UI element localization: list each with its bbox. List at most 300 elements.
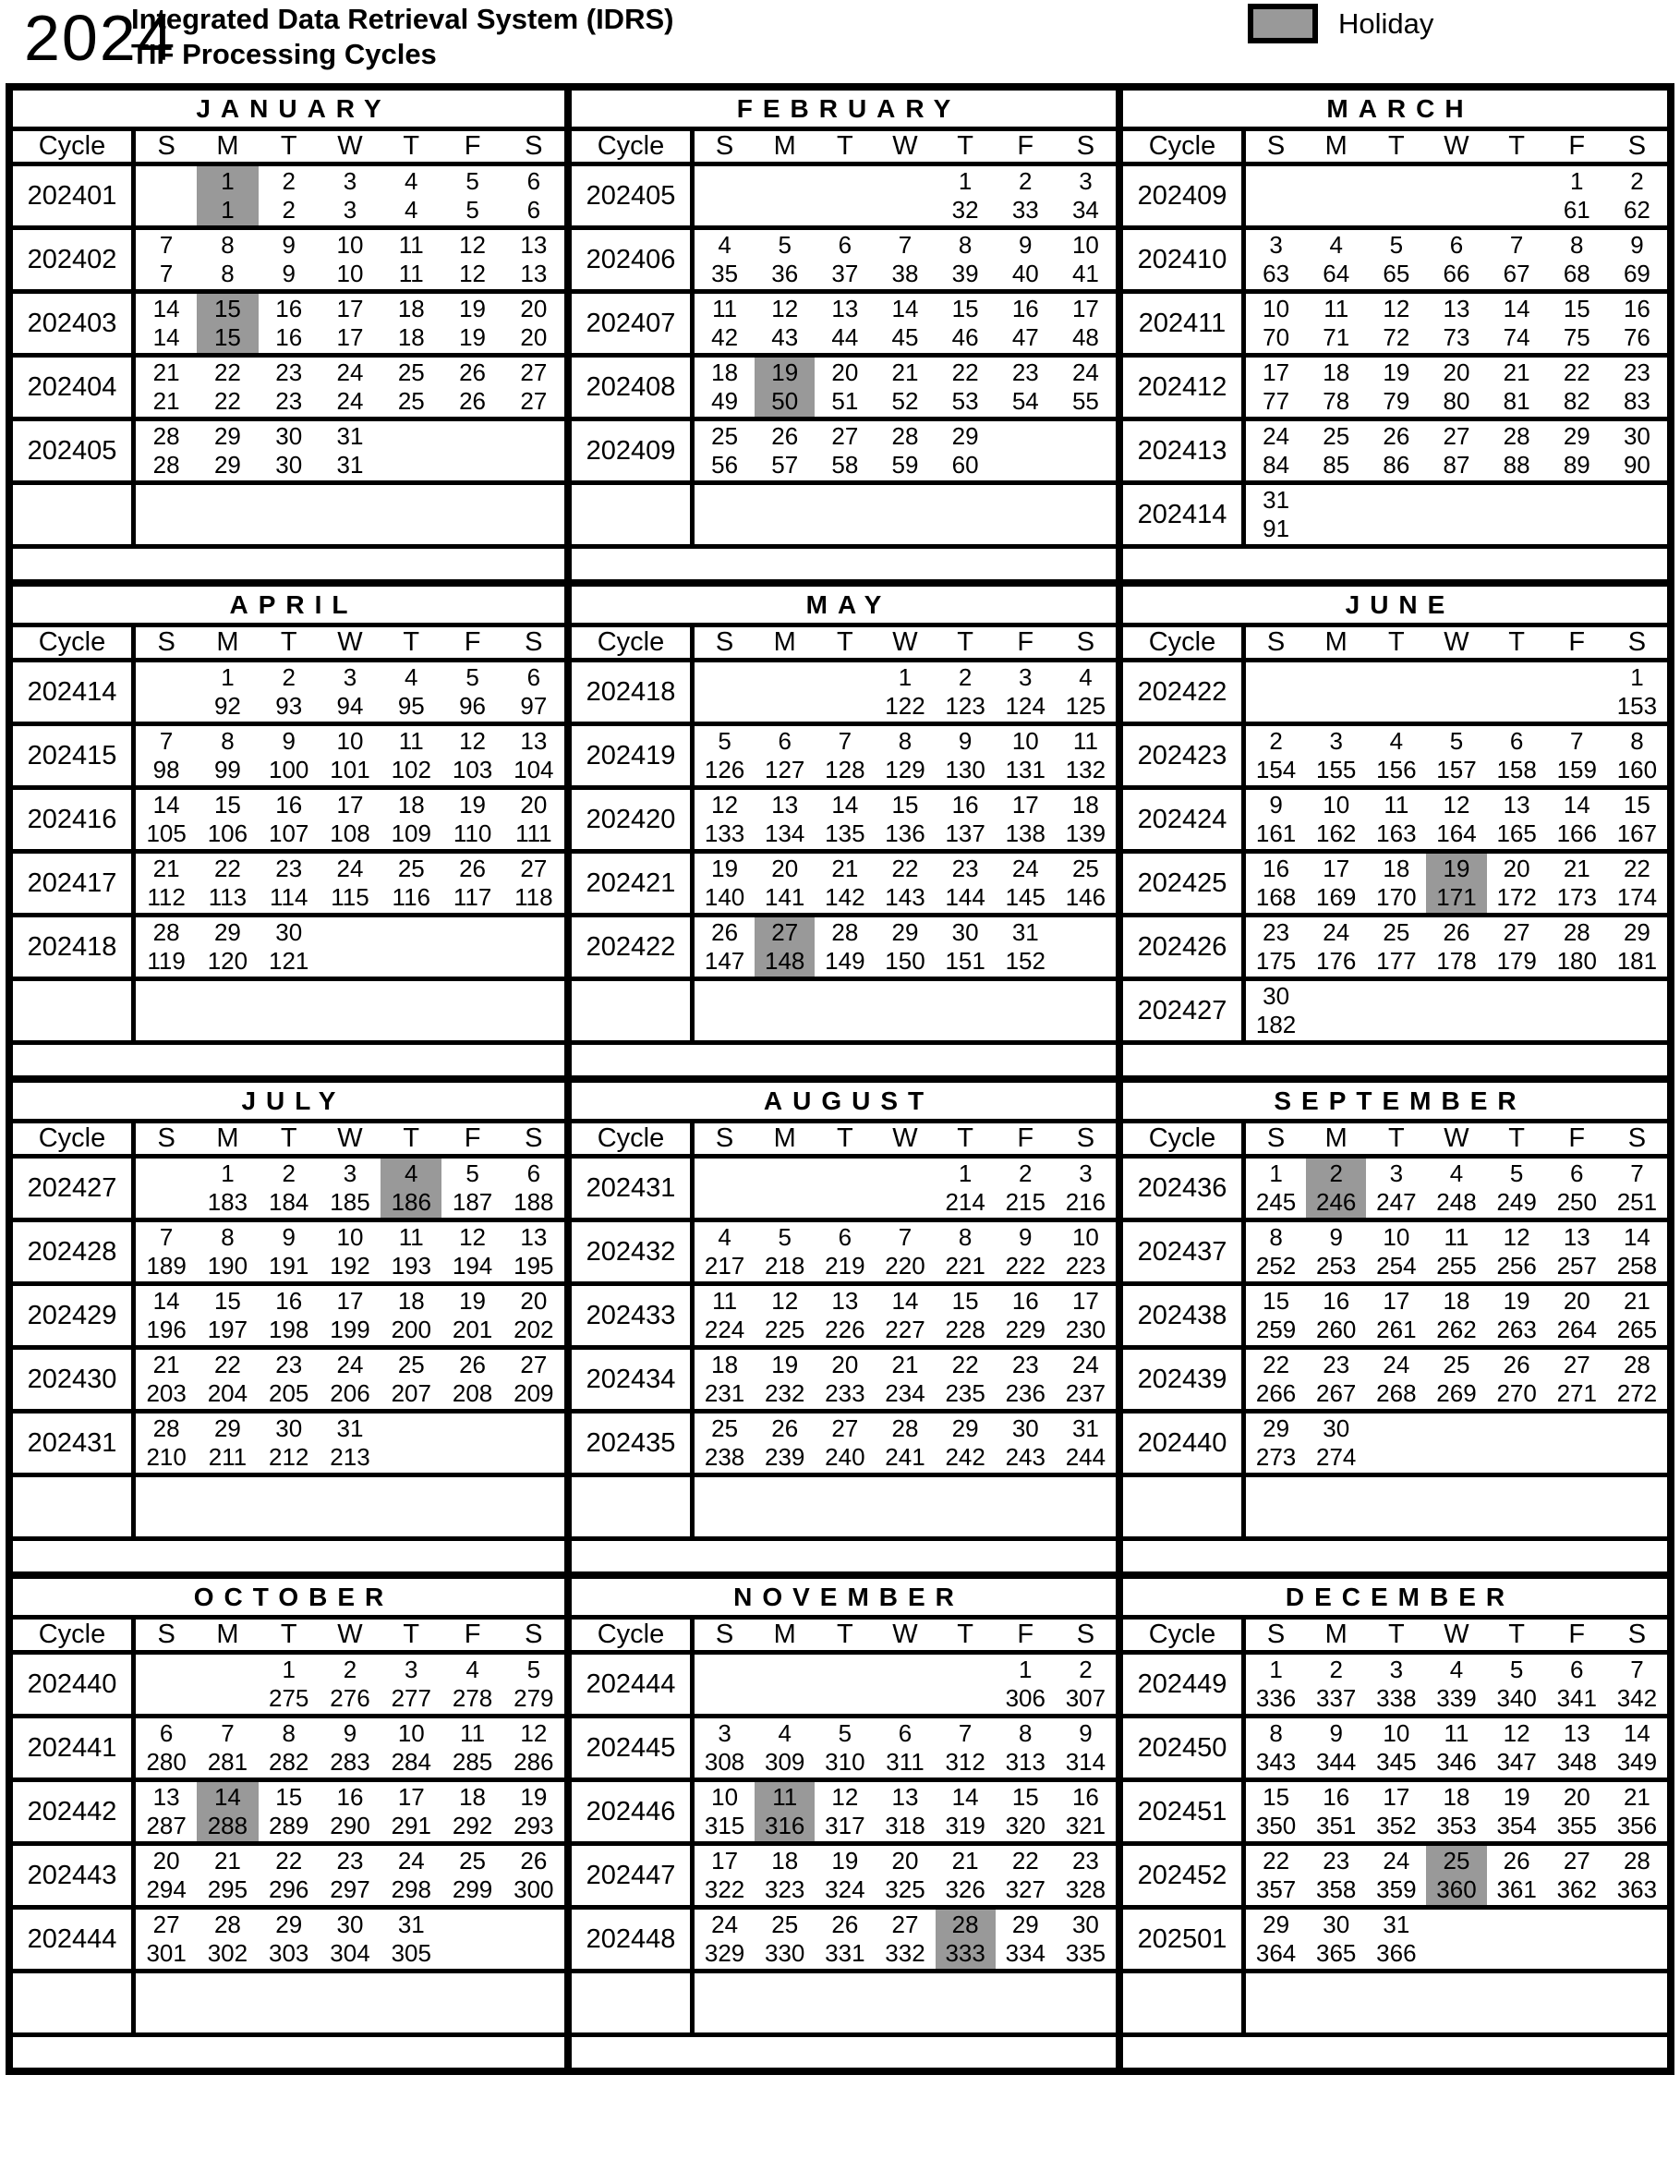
day-cell <box>503 981 564 1040</box>
cycle-week-row <box>572 166 1116 230</box>
day-cell <box>1306 1350 1366 1409</box>
date-number: 31 <box>1071 1414 1099 1442</box>
day-of-year-number: 2 <box>282 196 296 224</box>
date-number: 13 <box>891 1783 919 1811</box>
cycle-week-row <box>572 1910 1116 1973</box>
day-of-year-number: 228 <box>945 1316 985 1343</box>
day-cell <box>936 917 996 977</box>
day-of-year-number: 187 <box>452 1188 493 1216</box>
day-column-header: M <box>773 627 796 657</box>
day-of-year-number: 276 <box>330 1684 370 1712</box>
day-cell <box>1607 790 1667 849</box>
day-of-year-number: 194 <box>452 1252 493 1280</box>
date-number: 7 <box>221 1719 235 1747</box>
date-number: 25 <box>397 855 425 882</box>
day-of-year-number: 207 <box>391 1379 431 1407</box>
date-number: 27 <box>1503 918 1530 946</box>
day-of-year-number: 357 <box>1255 1875 1297 1903</box>
day-of-year-number: 240 <box>825 1443 865 1471</box>
date-number: 17 <box>1071 1287 1099 1315</box>
day-of-year-number: 77 <box>1263 387 1290 415</box>
day-cell <box>1056 421 1116 480</box>
day-cell <box>1056 1477 1116 1536</box>
date-number: 19 <box>459 1287 487 1315</box>
day-of-year-number: 131 <box>1005 756 1045 783</box>
day-column-header: T <box>403 131 420 161</box>
day-of-year-number: 102 <box>391 756 431 783</box>
day-cell <box>875 485 935 544</box>
day-cell <box>1246 1846 1306 1905</box>
day-cell <box>1426 358 1486 417</box>
day-cell <box>259 358 320 417</box>
date-number: 5 <box>838 1719 852 1747</box>
day-cell <box>1547 790 1607 849</box>
day-of-year-number: 158 <box>1496 756 1537 783</box>
week-days <box>695 1159 1116 1218</box>
day-cell <box>815 1655 875 1714</box>
date-number: 7 <box>1630 1159 1644 1187</box>
date-number: 7 <box>159 1223 174 1251</box>
date-number: 2 <box>1329 1159 1343 1187</box>
day-cell <box>815 1973 875 2032</box>
date-number: 12 <box>459 231 487 259</box>
day-of-year-number: 274 <box>1316 1443 1357 1471</box>
day-cell <box>381 1846 441 1905</box>
day-of-year-number: 356 <box>1616 1812 1658 1839</box>
day-cell <box>381 1477 441 1536</box>
cycle-column-header: Cycle <box>1123 1123 1246 1154</box>
day-cell <box>996 1350 1056 1409</box>
day-column-header: M <box>1324 131 1348 161</box>
cycle-week-row <box>13 1222 564 1286</box>
day-of-year-number: 238 <box>704 1443 745 1471</box>
day-of-year-number: 316 <box>765 1812 805 1839</box>
day-cell <box>441 662 502 722</box>
date-number: 7 <box>1509 231 1524 259</box>
week-days <box>136 421 564 480</box>
date-number: 9 <box>1019 231 1033 259</box>
day-of-year-number: 42 <box>711 323 739 351</box>
date-number: 29 <box>213 918 241 946</box>
cycle-week-row <box>13 854 564 917</box>
day-cell <box>755 1477 815 1536</box>
date-number: 6 <box>526 663 541 691</box>
day-cell <box>996 1655 1056 1714</box>
day-of-year-number: 118 <box>514 883 553 911</box>
date-number: 23 <box>1323 1351 1350 1378</box>
day-column-header: S <box>1627 1620 1647 1649</box>
day-column-header: S <box>157 1123 175 1153</box>
day-cell <box>815 1350 875 1409</box>
month-december <box>1116 1579 1667 2068</box>
day-of-year-number: 105 <box>146 819 187 847</box>
day-of-year-number: 265 <box>1616 1316 1658 1343</box>
day-of-year-number: 219 <box>825 1252 865 1280</box>
day-column-header: F <box>464 1123 481 1153</box>
day-column-header: W <box>1444 131 1469 161</box>
day-cell <box>441 1286 502 1345</box>
date-number: 13 <box>1563 1223 1590 1251</box>
date-number: 20 <box>891 1847 919 1875</box>
day-cell <box>1607 1159 1667 1218</box>
month-september <box>1116 1083 1667 1571</box>
day-cell <box>1607 1414 1667 1473</box>
week-days <box>136 1350 564 1409</box>
date-number: 16 <box>1071 1783 1099 1811</box>
day-cell <box>320 485 381 544</box>
day-cell <box>441 1910 502 1969</box>
day-column-header: F <box>1017 1620 1034 1649</box>
day-of-year-number: 63 <box>1263 260 1290 287</box>
date-number: 13 <box>771 791 799 819</box>
day-cell <box>936 1159 996 1218</box>
day-cell <box>875 1286 935 1345</box>
date-number: 17 <box>1071 295 1099 322</box>
day-cell <box>695 662 755 722</box>
day-cell <box>503 790 564 849</box>
day-of-year-number: 284 <box>391 1748 431 1776</box>
date-number: 16 <box>1323 1783 1350 1811</box>
day-of-year-number: 201 <box>452 1316 493 1343</box>
week-days <box>136 1222 564 1281</box>
date-number: 28 <box>1503 422 1530 450</box>
day-of-year-number: 99 <box>213 756 241 783</box>
day-cell <box>1547 726 1607 785</box>
day-cell <box>755 1414 815 1473</box>
date-number: 2 <box>1329 1656 1343 1683</box>
date-number: 28 <box>213 1911 241 1938</box>
day-of-year-number: 9 <box>282 260 296 287</box>
cycle-number: 202437 <box>1123 1222 1246 1281</box>
cycle-week-row <box>1123 294 1667 358</box>
day-of-year-number: 280 <box>146 1748 187 1776</box>
day-cell <box>936 1973 996 2032</box>
cycle-number: 202406 <box>572 230 695 289</box>
day-cell <box>381 854 441 913</box>
day-of-year-number: 111 <box>515 819 552 847</box>
day-of-year-number: 360 <box>1436 1875 1477 1903</box>
day-of-year-number: 198 <box>269 1316 309 1343</box>
day-cell <box>1547 166 1607 225</box>
day-of-year-number: 234 <box>885 1379 925 1407</box>
day-cell <box>1366 1286 1426 1345</box>
date-number: 29 <box>951 422 979 450</box>
day-of-year-number: 166 <box>1556 819 1597 847</box>
day-of-year-number: 35 <box>711 260 739 287</box>
day-cell <box>1366 1846 1426 1905</box>
year-label: 2024 <box>24 2 175 74</box>
day-of-year-number: 153 <box>1616 692 1658 720</box>
cycle-week-row <box>572 1350 1116 1414</box>
day-cell <box>815 854 875 913</box>
day-cell <box>1607 1718 1667 1778</box>
date-number: 22 <box>213 855 241 882</box>
week-days <box>136 1973 564 2032</box>
day-cell <box>1366 358 1426 417</box>
date-number: 18 <box>711 1351 739 1378</box>
day-cell <box>996 1222 1056 1281</box>
cycle-week-row <box>13 1910 564 1973</box>
day-cell <box>441 1222 502 1281</box>
cycle-week-row <box>13 1782 564 1846</box>
day-cell <box>136 662 197 722</box>
day-cell <box>1547 1350 1607 1409</box>
date-number: 29 <box>213 1414 241 1442</box>
day-cell <box>1246 1222 1306 1281</box>
day-of-year-number: 242 <box>945 1443 985 1471</box>
date-number: 28 <box>152 918 180 946</box>
day-of-year-number: 84 <box>1263 451 1290 479</box>
day-column-header: T <box>957 1620 973 1649</box>
day-of-year-number: 169 <box>1316 883 1357 911</box>
day-cell <box>1366 1973 1426 2032</box>
date-number: 6 <box>1570 1159 1584 1187</box>
date-number: 22 <box>1563 358 1590 386</box>
date-number: 23 <box>951 855 979 882</box>
day-cell <box>1246 1782 1306 1841</box>
cycle-number: 202418 <box>13 917 136 977</box>
date-number: 13 <box>1503 791 1530 819</box>
month-title: FEBRUARY <box>572 91 1116 131</box>
day-cell <box>755 1159 815 1218</box>
day-cell <box>1246 1477 1306 1536</box>
day-of-year-number: 119 <box>147 947 186 975</box>
day-cell <box>136 790 197 849</box>
day-of-year-number: 325 <box>885 1875 925 1903</box>
cycle-number <box>13 981 136 1040</box>
week-days <box>695 1718 1116 1778</box>
date-number: 13 <box>152 1783 180 1811</box>
day-cell <box>1547 230 1607 289</box>
day-of-year-number: 211 <box>208 1443 248 1471</box>
day-of-year-number: 130 <box>945 756 985 783</box>
date-number: 19 <box>520 1783 548 1811</box>
day-cell <box>320 230 381 289</box>
date-number: 20 <box>1443 358 1470 386</box>
day-cell <box>503 1973 564 2032</box>
day-of-year-number: 165 <box>1496 819 1537 847</box>
date-number: 19 <box>1383 358 1410 386</box>
day-column-header: S <box>1076 131 1095 161</box>
cycle-week-row <box>13 790 564 854</box>
cycle-week-row <box>13 1414 564 1477</box>
date-number: 16 <box>275 791 303 819</box>
day-cell <box>815 1910 875 1969</box>
date-number: 29 <box>1263 1911 1290 1938</box>
date-number: 27 <box>771 918 799 946</box>
day-column-header: T <box>957 131 973 161</box>
day-of-year-number: 4 <box>405 196 418 224</box>
date-number: 22 <box>951 1351 979 1378</box>
day-column-header: W <box>1444 1123 1469 1153</box>
day-of-year-number: 243 <box>1005 1443 1045 1471</box>
day-cell <box>936 1286 996 1345</box>
day-cell <box>259 981 320 1040</box>
day-cell <box>875 726 935 785</box>
day-cell <box>197 358 258 417</box>
date-number: 19 <box>459 295 487 322</box>
cycle-number: 202438 <box>1123 1286 1246 1345</box>
cycle-number: 202440 <box>13 1655 136 1714</box>
cycle-number <box>13 1477 136 1536</box>
day-cell <box>441 1846 502 1905</box>
date-number: 1 <box>1269 1159 1283 1187</box>
cycle-number: 202420 <box>572 790 695 849</box>
day-of-year-number: 62 <box>1623 196 1650 224</box>
week-days <box>136 1286 564 1345</box>
month-january <box>13 91 564 579</box>
week-days <box>1246 981 1667 1040</box>
day-cell <box>1246 1159 1306 1218</box>
day-cell <box>936 854 996 913</box>
day-cell <box>320 1222 381 1281</box>
day-cell <box>1426 726 1486 785</box>
day-cell <box>259 1222 320 1281</box>
cycle-week-row <box>13 1159 564 1222</box>
date-number: 24 <box>336 855 364 882</box>
cycle-number <box>13 1973 136 2032</box>
date-number: 29 <box>1563 422 1590 450</box>
day-cell <box>441 294 502 353</box>
day-of-year-number: 124 <box>1005 692 1045 720</box>
date-number: 17 <box>336 1287 364 1315</box>
day-of-year-number: 330 <box>765 1939 805 1967</box>
day-cell <box>695 726 755 785</box>
day-of-year-number: 231 <box>704 1379 745 1407</box>
week-days <box>1246 230 1667 289</box>
day-cell <box>1056 1973 1116 2032</box>
date-number: 10 <box>1071 231 1099 259</box>
cycle-week-row <box>1123 421 1667 485</box>
day-of-year-number: 308 <box>704 1748 745 1776</box>
day-of-year-number: 366 <box>1376 1939 1417 1967</box>
day-of-year-number: 107 <box>269 819 309 847</box>
day-of-year-number: 362 <box>1556 1875 1597 1903</box>
day-cell <box>1487 1973 1547 2032</box>
day-of-year-number: 126 <box>704 756 745 783</box>
day-column-header: W <box>1444 627 1469 657</box>
month-april <box>13 587 564 1075</box>
day-of-year-number: 181 <box>1616 947 1658 975</box>
day-cell <box>136 1782 197 1841</box>
day-of-year-number: 150 <box>885 947 925 975</box>
day-cell <box>875 1718 935 1778</box>
day-column-header: T <box>403 1123 420 1153</box>
date-number: 4 <box>778 1719 792 1747</box>
day-cell <box>381 485 441 544</box>
day-cell <box>1426 790 1486 849</box>
day-cell <box>1056 1350 1116 1409</box>
week-days <box>1246 421 1667 480</box>
day-of-year-number: 50 <box>771 387 799 415</box>
day-cell <box>320 421 381 480</box>
date-number: 13 <box>520 231 548 259</box>
day-cell <box>503 230 564 289</box>
date-number: 3 <box>343 663 357 691</box>
day-cell <box>755 662 815 722</box>
day-column-header: F <box>1017 131 1034 161</box>
date-number: 19 <box>1503 1783 1530 1811</box>
day-of-year-number: 134 <box>765 819 805 847</box>
day-cell <box>875 1477 935 1536</box>
cycle-column-header: Cycle <box>572 627 695 658</box>
filler-row <box>1123 1541 1667 1571</box>
day-of-year-number: 229 <box>1005 1316 1045 1343</box>
day-cell <box>755 421 815 480</box>
day-of-year-number: 154 <box>1255 756 1297 783</box>
date-number: 2 <box>1019 167 1033 195</box>
day-of-year-number: 41 <box>1071 260 1099 287</box>
day-cell <box>996 1973 1056 2032</box>
date-number: 9 <box>1269 791 1283 819</box>
column-header-row <box>1123 1620 1667 1655</box>
day-cell <box>1366 854 1426 913</box>
day-cell <box>695 790 755 849</box>
day-cell <box>1487 1910 1547 1969</box>
day-of-year-number: 135 <box>825 819 865 847</box>
day-cell <box>503 1910 564 1969</box>
day-of-year-number: 86 <box>1383 451 1410 479</box>
week-days <box>695 358 1116 417</box>
day-of-year-number: 21 <box>152 387 180 415</box>
day-cell <box>875 294 935 353</box>
empty-week-row <box>572 1477 1116 1541</box>
day-cell <box>1306 1222 1366 1281</box>
date-number: 21 <box>213 1847 241 1875</box>
date-number: 30 <box>1323 1911 1350 1938</box>
day-of-year-number: 34 <box>1071 196 1099 224</box>
day-of-year-number: 214 <box>945 1188 985 1216</box>
week-days <box>136 294 564 353</box>
day-cell <box>1487 1655 1547 1714</box>
day-cell <box>441 1350 502 1409</box>
day-of-year-number: 257 <box>1556 1252 1597 1280</box>
empty-week-row <box>13 981 564 1045</box>
date-number: 20 <box>831 1351 859 1378</box>
date-number: 27 <box>831 422 859 450</box>
date-number: 15 <box>1011 1783 1039 1811</box>
cycle-week-row <box>1123 1782 1667 1846</box>
day-of-year-number: 30 <box>275 451 303 479</box>
day-of-year-number: 264 <box>1556 1316 1597 1343</box>
day-cell <box>320 790 381 849</box>
page-title-line2: TIF Processing Cycles <box>131 37 437 70</box>
day-cell <box>1306 1973 1366 2032</box>
day-of-year-number: 304 <box>330 1939 370 1967</box>
day-of-year-number: 322 <box>704 1875 745 1903</box>
day-of-year-number: 45 <box>891 323 919 351</box>
day-column-header: M <box>216 1123 239 1153</box>
cycle-week-row <box>13 230 564 294</box>
column-header-row <box>1123 627 1667 662</box>
day-cell <box>815 1718 875 1778</box>
cycle-number: 202439 <box>1123 1350 1246 1409</box>
date-number: 24 <box>1383 1847 1410 1875</box>
day-cell <box>695 1414 755 1473</box>
date-number: 10 <box>1263 295 1290 322</box>
day-column-header: S <box>1627 627 1647 657</box>
day-of-year-number: 164 <box>1436 819 1477 847</box>
day-column-header: S <box>157 131 175 161</box>
date-number: 29 <box>951 1414 979 1442</box>
day-of-year-number: 25 <box>397 387 425 415</box>
day-cell <box>695 1973 755 2032</box>
week-days <box>1246 662 1667 722</box>
day-cell <box>1426 1286 1486 1345</box>
empty-week-row <box>1123 1477 1667 1541</box>
date-number: 21 <box>951 1847 979 1875</box>
day-of-year-number: 94 <box>336 692 364 720</box>
